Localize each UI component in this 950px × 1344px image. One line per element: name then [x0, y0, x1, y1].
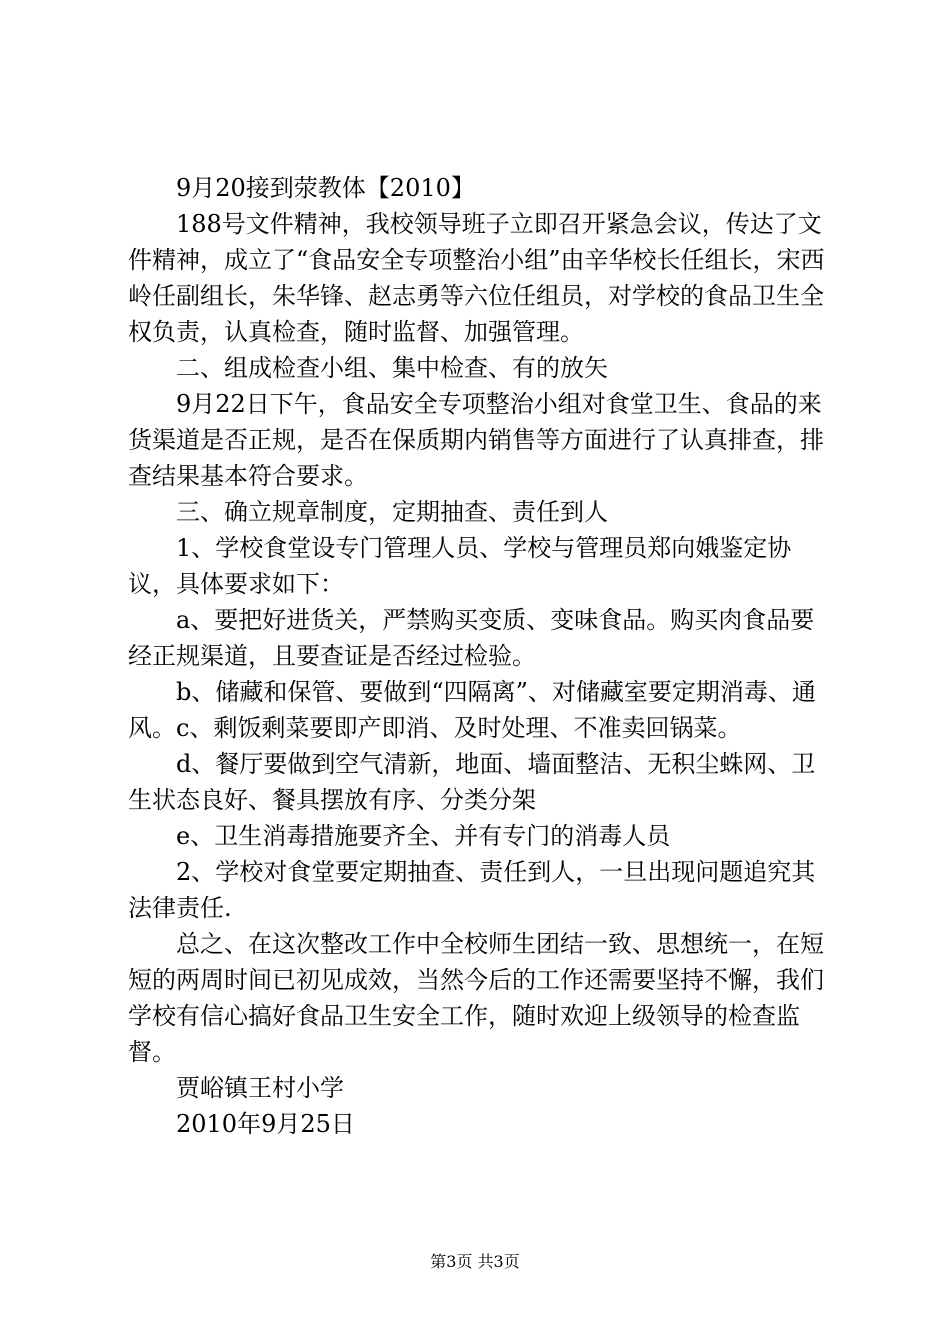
document-body — [128, 170, 836, 1142]
paragraph-item-e: e、卫生消毒措施要齐全、并有专门的消毒人员 — [176, 822, 671, 850]
paragraph-item-d: d、餐厅要做到空气清新，地面、墙面整洁、无积尘蛛网、卫生状态良好、餐具摆放有序、分类分架 — [128, 750, 816, 814]
paragraph-inspection: 9月22日下午，食品安全专项整治小组对食堂卫生、食品的来货渠道是否正规，是否在保质期内销售等方面进行了认真排查，排查结果基本符合要求。 — [128, 390, 824, 490]
paragraph-item-a: a、要把好进货关，严禁购买变质、变味食品。购买肉食品要经正规渠道，且要查证是否经过检验。 — [128, 606, 815, 670]
page-footer: 第3页 共3页 — [430, 1252, 520, 1271]
signature-date: 2010年9月25日 — [176, 1110, 355, 1138]
paragraph-item-2: 2、学校对食堂要定期抽查、责任到人，一旦出现问题追究其法律责任. — [128, 858, 816, 922]
section-heading-2: 二、组成检查小组、集中检查、有的放矢 — [176, 354, 608, 382]
paragraph-item-b-c: b、储藏和保管、要做到“四隔离”、对储藏室要定期消毒、通风。c、剩饭剩菜要即产即消、及时处理、不准卖回锅菜。 — [128, 678, 816, 742]
section-heading-3: 三、确立规章制度，定期抽查、责任到人 — [176, 498, 608, 526]
paragraph-item-1: 1、学校食堂设专门管理人员、学校与管理员郑向娥鉴定协议，具体要求如下： — [128, 534, 792, 598]
paragraph-meeting: 188号文件精神，我校领导班子立即召开紧急会议，传达了文件精神，成立了“食品安全专项整治小组”由辛华校长任组长，宋西岭任副组长，朱华锋、赵志勇等六位任组员，对学校的食品卫生全权负责，认真检查，随时监督、加强管理。 — [128, 210, 825, 346]
paragraph-summary: 总之、在这次整改工作中全校师生团结一致、思想统一，在短短的两周时间已初见成效，当然今后的工作还需要坚持不懈，我们学校有信心搞好食品卫生安全工作，随时欢迎上级领导的检查监督。 — [128, 930, 824, 1066]
paragraph-receipt: 9月20接到荥教体【2010】 — [176, 174, 475, 202]
signature-school: 贾峪镇王村小学 — [176, 1074, 344, 1102]
